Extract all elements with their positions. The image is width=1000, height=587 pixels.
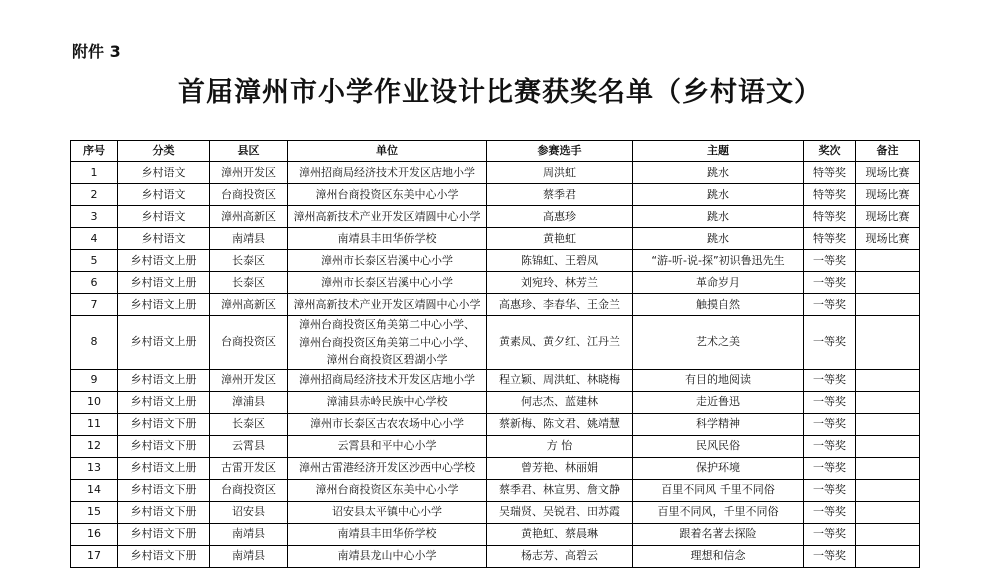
table-row (71, 272, 920, 294)
cell-theme: 跳水 (633, 162, 804, 184)
cell-line: 漳州台商投资区东美中心小学 (315, 187, 459, 201)
cell-contestants (487, 413, 633, 435)
cell-district: 古雷开发区 (210, 457, 288, 479)
cell-contestants (487, 545, 633, 567)
cell-no: 16 (71, 523, 118, 545)
cell-award: 一等奖 (804, 479, 856, 501)
cell-line: 曾芳艳、林丽娟 (521, 461, 598, 474)
cell-district: 台商投资区 (210, 479, 288, 501)
cell-contestants (487, 206, 633, 228)
cell-contestants (487, 435, 633, 457)
cell-note (856, 294, 920, 316)
cell-note (856, 413, 920, 435)
table-row (71, 228, 920, 250)
cell-line: 高惠珍 (543, 209, 576, 223)
cell-category: 乡村语文下册 (118, 479, 210, 501)
cell-contestants (487, 250, 633, 272)
cell-theme: 跟着名著去探险 (633, 523, 804, 545)
cell-line: 程立颖、周洪虹、林晓梅 (499, 373, 620, 386)
cell-theme: 走近鲁迅 (633, 391, 804, 413)
header-cell: 备注 (856, 141, 920, 162)
cell-line: 漳州台商投资区角美第二中心小学、 (299, 335, 475, 349)
cell-unit (288, 316, 487, 370)
cell-award: 一等奖 (804, 250, 856, 272)
cell-unit (288, 479, 487, 501)
cell-category: 乡村语文下册 (118, 435, 210, 457)
table-row (71, 523, 920, 545)
cell-note (856, 250, 920, 272)
cell-line: 高惠珍、李春华、王金兰 (499, 297, 620, 311)
cell-category: 乡村语文下册 (118, 413, 210, 435)
cell-theme: 革命岁月 (633, 272, 804, 294)
table-row (71, 250, 920, 272)
cell-district: 漳州开发区 (210, 162, 288, 184)
header-cell: 奖次 (804, 141, 856, 162)
cell-category: 乡村语文上册 (118, 294, 210, 316)
cell-note: 现场比赛 (856, 228, 920, 250)
cell-award: 特等奖 (804, 228, 856, 250)
cell-line: 云霄县和平中心小学 (337, 439, 437, 452)
cell-line: 杨志芳、高碧云 (521, 549, 598, 562)
cell-line: 何志杰、蓝建林 (521, 395, 598, 408)
cell-line: 蔡季君 (543, 187, 576, 201)
table-body (71, 162, 920, 568)
header-cell: 单位 (288, 141, 487, 162)
cell-line: 南靖县丰田华侨学校 (337, 527, 437, 540)
cell-unit (288, 435, 487, 457)
cell-district: 漳州开发区 (210, 369, 288, 391)
header-cell: 主题 (633, 141, 804, 162)
cell-unit (288, 272, 487, 294)
cell-line: 黄艳虹 (543, 231, 576, 245)
cell-no: 1 (71, 162, 118, 184)
cell-note: 现场比赛 (856, 162, 920, 184)
cell-line: 漳州招商局经济技术开发区店地小学 (299, 373, 475, 386)
cell-category: 乡村语文上册 (118, 316, 210, 370)
cell-theme: 民风民俗 (633, 435, 804, 457)
cell-line: 漳州市长泰区岩溪中心小学 (321, 275, 453, 289)
cell-district: 长泰区 (210, 413, 288, 435)
cell-category: 乡村语文 (118, 206, 210, 228)
cell-theme: 跳水 (633, 184, 804, 206)
cell-category: 乡村语文 (118, 184, 210, 206)
cell-line: 蔡季君、林宣男、詹文静 (499, 483, 620, 496)
cell-contestants (487, 184, 633, 206)
cell-district: 云霄县 (210, 435, 288, 457)
cell-no: 3 (71, 206, 118, 228)
header-cell: 参赛选手 (487, 141, 633, 162)
cell-contestants (487, 228, 633, 250)
cell-district: 漳浦县 (210, 391, 288, 413)
cell-note (856, 435, 920, 457)
attachment-label: 附件 3 (72, 42, 121, 61)
cell-award: 一等奖 (804, 413, 856, 435)
cell-line: 诏安县太平镇中心小学 (332, 505, 442, 518)
cell-theme: 理想和信念 (633, 545, 804, 567)
cell-note (856, 316, 920, 370)
cell-no: 9 (71, 369, 118, 391)
cell-line: 漳浦县赤岭民族中心学校 (326, 395, 448, 408)
cell-district: 长泰区 (210, 250, 288, 272)
cell-award: 一等奖 (804, 501, 856, 523)
cell-line: 黄素凤、黄夕红、江丹兰 (499, 335, 620, 349)
cell-no: 14 (71, 479, 118, 501)
cell-line: 漳州招商局经济技术开发区店地小学 (299, 165, 475, 179)
cell-line: 漳州台商投资区角美第二中心小学、 (299, 318, 475, 331)
header-cell: 县区 (210, 141, 288, 162)
cell-no: 4 (71, 228, 118, 250)
header-cell: 序号 (71, 141, 118, 162)
cell-theme: 有目的地阅读 (633, 369, 804, 391)
cell-theme: 艺术之美 (633, 316, 804, 370)
table-row (71, 206, 920, 228)
cell-category: 乡村语文上册 (118, 391, 210, 413)
cell-category: 乡村语文下册 (118, 523, 210, 545)
cell-line: 漳州市长泰区岩溪中心小学 (321, 253, 453, 267)
table-row (71, 545, 920, 567)
cell-theme: 跳水 (633, 228, 804, 250)
cell-line: 陈锦虹、王碧凤 (521, 253, 598, 267)
cell-note: 现场比赛 (856, 206, 920, 228)
table-row (71, 294, 920, 316)
cell-note (856, 523, 920, 545)
cell-line: 漳州高新技术产业开发区靖圆中心小学 (293, 209, 481, 223)
cell-category: 乡村语文 (118, 228, 210, 250)
cell-no: 6 (71, 272, 118, 294)
cell-contestants (487, 457, 633, 479)
cell-unit (288, 501, 487, 523)
cell-district: 漳州高新区 (210, 206, 288, 228)
cell-contestants (487, 391, 633, 413)
cell-district: 南靖县 (210, 523, 288, 545)
cell-no: 15 (71, 501, 118, 523)
cell-no: 10 (71, 391, 118, 413)
cell-district: 漳州高新区 (210, 294, 288, 316)
cell-award: 一等奖 (804, 294, 856, 316)
cell-award: 一等奖 (804, 272, 856, 294)
cell-line: 漳州市长泰区古农农场中心小学 (310, 417, 464, 430)
cell-award: 一等奖 (804, 523, 856, 545)
cell-contestants (487, 369, 633, 391)
cell-theme: 触摸自然 (633, 294, 804, 316)
cell-no: 12 (71, 435, 118, 457)
table-row (71, 316, 920, 370)
cell-no: 17 (71, 545, 118, 567)
cell-note: 现场比赛 (856, 184, 920, 206)
cell-line: 漳州古雷港经济开发区沙西中心学校 (299, 461, 475, 474)
table-row (71, 435, 920, 457)
cell-line: 蔡新梅、陈文君、姚靖慧 (499, 417, 620, 430)
cell-note (856, 391, 920, 413)
cell-category: 乡村语文上册 (118, 250, 210, 272)
cell-category: 乡村语文上册 (118, 369, 210, 391)
cell-award: 特等奖 (804, 184, 856, 206)
cell-note (856, 501, 920, 523)
cell-award: 一等奖 (804, 391, 856, 413)
cell-district: 长泰区 (210, 272, 288, 294)
cell-line: 南靖县丰田华侨学校 (337, 231, 437, 245)
cell-unit (288, 413, 487, 435)
cell-unit (288, 523, 487, 545)
cell-no: 13 (71, 457, 118, 479)
cell-category: 乡村语文 (118, 162, 210, 184)
cell-line: 方 怡 (546, 439, 573, 452)
cell-theme: 百里不同风，千里不同俗 (633, 501, 804, 523)
cell-award: 一等奖 (804, 457, 856, 479)
cell-district: 南靖县 (210, 228, 288, 250)
cell-no: 2 (71, 184, 118, 206)
cell-district: 台商投资区 (210, 184, 288, 206)
cell-contestants (487, 523, 633, 545)
cell-no: 5 (71, 250, 118, 272)
cell-unit (288, 369, 487, 391)
cell-note (856, 479, 920, 501)
cell-contestants (487, 162, 633, 184)
cell-line: 南靖县龙山中心小学 (337, 549, 437, 562)
cell-contestants (487, 294, 633, 316)
cell-no: 11 (71, 413, 118, 435)
cell-unit (288, 457, 487, 479)
cell-award: 一等奖 (804, 316, 856, 370)
cell-contestants (487, 316, 633, 370)
cell-unit (288, 294, 487, 316)
cell-category: 乡村语文下册 (118, 501, 210, 523)
table-row (71, 501, 920, 523)
table-row (71, 162, 920, 184)
cell-line: 刘宛玲、林芳兰 (521, 275, 598, 289)
cell-note (856, 545, 920, 567)
cell-unit (288, 545, 487, 567)
table-header-row (71, 141, 920, 162)
cell-unit (288, 250, 487, 272)
cell-line: 漳州高新技术产业开发区靖圆中心小学 (293, 297, 481, 311)
cell-district: 诏安县 (210, 501, 288, 523)
table-row (71, 184, 920, 206)
award-table (70, 140, 920, 568)
cell-note (856, 369, 920, 391)
cell-theme: 百里不同风 千里不同俗 (633, 479, 804, 501)
cell-award: 特等奖 (804, 206, 856, 228)
cell-theme: 跳水 (633, 206, 804, 228)
cell-theme: 保护环境 (633, 457, 804, 479)
header-cell: 分类 (118, 141, 210, 162)
table-row (71, 479, 920, 501)
cell-contestants (487, 501, 633, 523)
cell-unit (288, 184, 487, 206)
cell-line: 吴瑞贤、吴锐君、田苏霞 (499, 505, 620, 518)
cell-district: 南靖县 (210, 545, 288, 567)
cell-unit (288, 228, 487, 250)
cell-contestants (487, 479, 633, 501)
cell-theme: 科学精神 (633, 413, 804, 435)
cell-unit (288, 162, 487, 184)
cell-note (856, 457, 920, 479)
cell-line: 周洪虹 (543, 165, 576, 179)
table-row (71, 369, 920, 391)
cell-district: 台商投资区 (210, 316, 288, 370)
table-row (71, 413, 920, 435)
table-row (71, 391, 920, 413)
cell-unit (288, 391, 487, 413)
cell-award: 一等奖 (804, 369, 856, 391)
cell-category: 乡村语文下册 (118, 545, 210, 567)
cell-category: 乡村语文上册 (118, 272, 210, 294)
cell-award: 特等奖 (804, 162, 856, 184)
page-title: 首届漳州市小学作业设计比赛获奖名单（乡村语文） (178, 77, 822, 108)
cell-line: 漳州台商投资区东美中心小学 (315, 483, 459, 496)
cell-award: 一等奖 (804, 435, 856, 457)
cell-contestants (487, 272, 633, 294)
cell-category: 乡村语文上册 (118, 457, 210, 479)
cell-theme: “游-听-说-探”初识鲁迅先生 (633, 250, 804, 272)
cell-line: 黄艳虹、蔡晨琳 (521, 527, 598, 540)
cell-award: 一等奖 (804, 545, 856, 567)
cell-line: 漳州台商投资区碧湖小学 (326, 353, 448, 366)
cell-note (856, 272, 920, 294)
table-row (71, 457, 920, 479)
cell-no: 7 (71, 294, 118, 316)
cell-unit (288, 206, 487, 228)
cell-no: 8 (71, 316, 118, 370)
